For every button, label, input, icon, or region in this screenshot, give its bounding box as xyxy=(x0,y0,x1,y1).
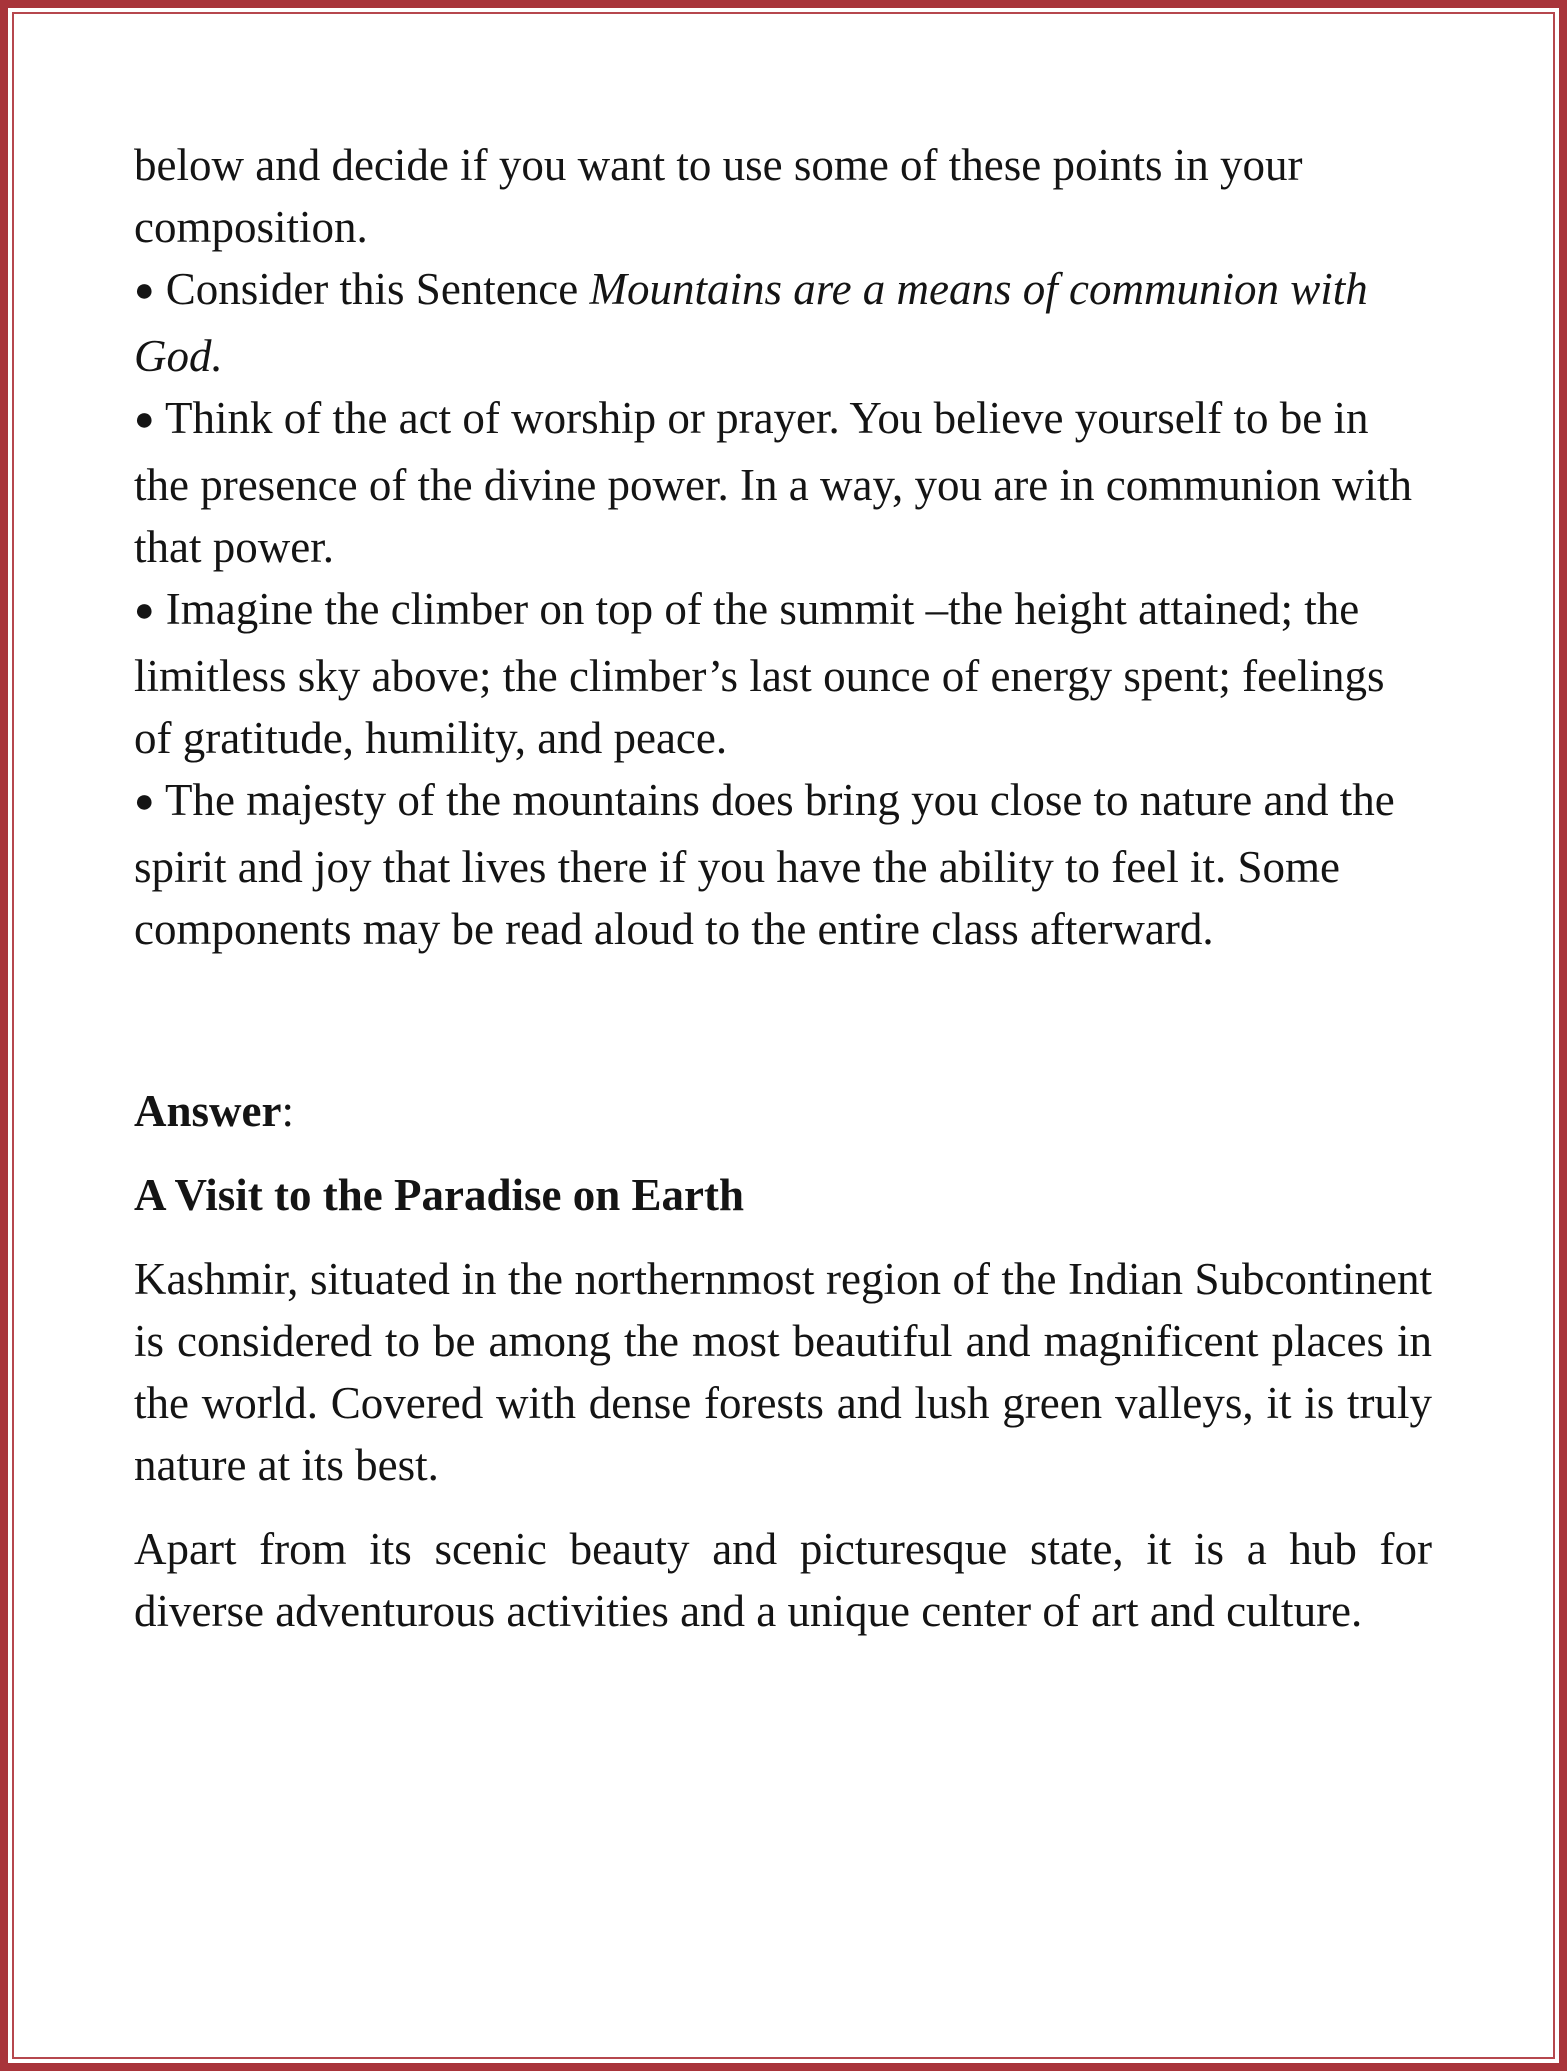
bullet-text: The majesty of the mountains does bring you close to nature and the spirit and joy that lives there if you have the ability to feel it. Some components may be read aloud to the entire class afterward. xyxy=(134,775,1395,954)
bullet-icon: ● xyxy=(134,783,155,820)
bullet-icon: ● xyxy=(134,592,155,629)
bullet-text: Imagine the climber on top of the summit –the height attained; the limitless sky above; the climber’s last ounce of energy spent; feelings of gratitude, humility, and peace. xyxy=(134,584,1385,763)
answer-label xyxy=(134,1080,1432,1142)
essay-title: A Visit to the Paradise on Earth xyxy=(134,1170,745,1220)
bullet-item-climber xyxy=(134,578,1432,769)
answer-label-colon: : xyxy=(281,1086,294,1136)
essay-paragraph: Apart from its scenic beauty and picturesque state, it is a hub for diverse adventurous activities and a unique center of art and culture. xyxy=(134,1524,1432,1636)
bullet-icon: ● xyxy=(134,401,155,438)
bullet-item-consider xyxy=(134,258,1432,387)
bullet-item-majesty xyxy=(134,769,1432,960)
bullet-italic-quote: Mountains are a means of communion with God. xyxy=(134,264,1368,381)
bullet-item-worship xyxy=(134,387,1432,578)
bullet-text: Consider this Sentence xyxy=(165,264,590,314)
bullet-text: Think of the act of worship or prayer. You believe yourself to be in the presence of the divine power. In a way, you are in communion with that power. xyxy=(134,393,1412,572)
bullet-icon: ● xyxy=(134,272,155,309)
essay-paragraph: Kashmir, situated in the northernmost region of the Indian Subcontinent is considered to be among the most beautiful and magnificent places in the world. Covered with dense forests and lush green valleys, it is truly nature at its best. xyxy=(134,1254,1432,1490)
document-body xyxy=(134,134,1432,1642)
answer-label-text: Answer xyxy=(134,1086,282,1136)
intro-paragraph: below and decide if you want to use some of these points in your composition. xyxy=(134,140,1303,252)
